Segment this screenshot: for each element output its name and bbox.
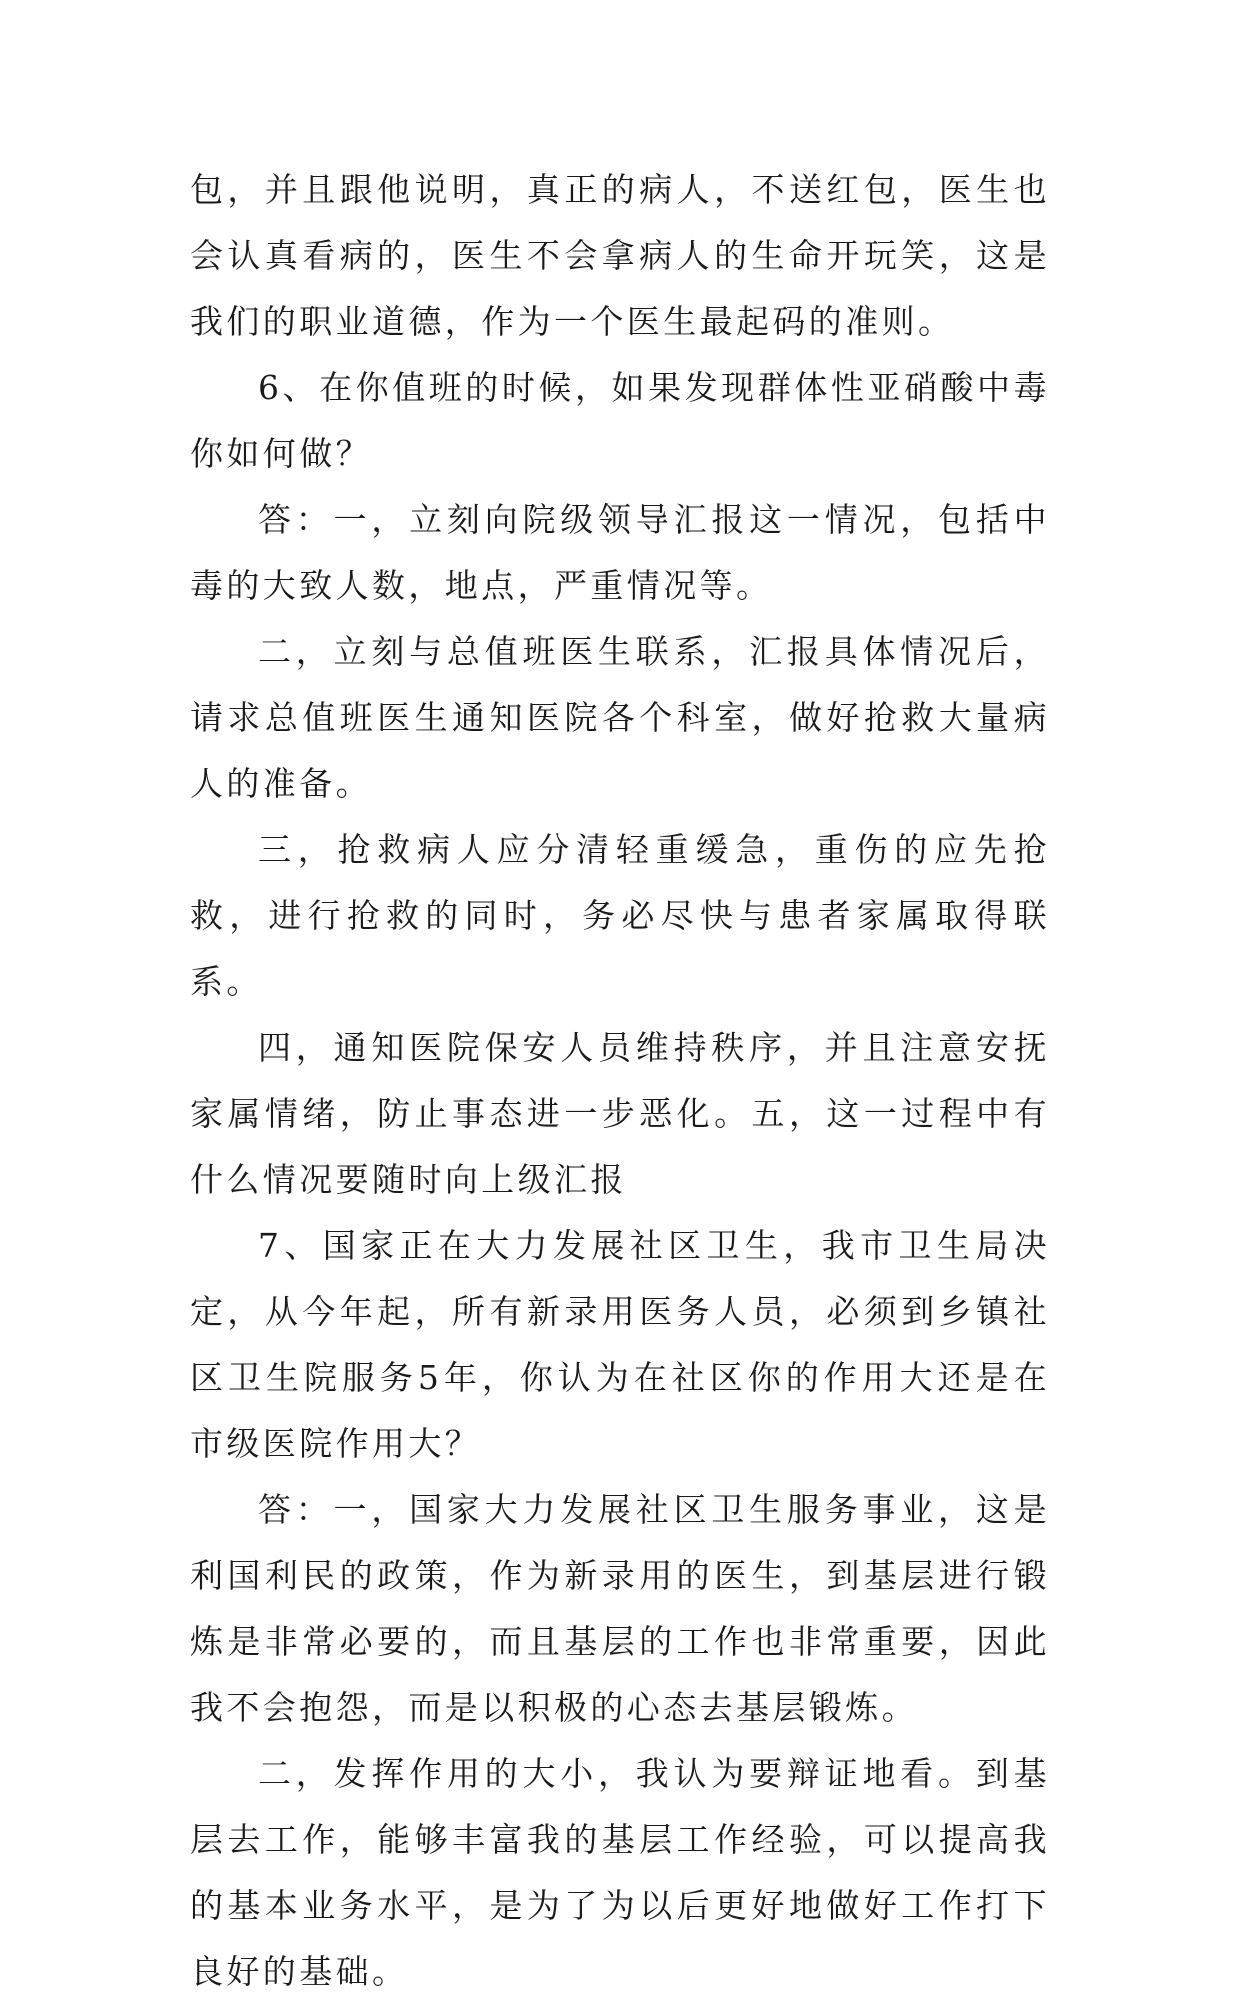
question-7: 7、国家正在大力发展社区卫生，我市卫生局决定，从今年起，所有新录用医务人员，必须到乡镇社区卫生院服务5年，你认为在社区你的作用大还是在市级医院作用大？ (190, 1226, 1050, 1463)
answer-7-point-2: 二，发挥作用的大小，我认为要辩证地看。到基层去工作，能够丰富我的基层工作经验，可以提高我的基本业务水平，是为了为以后更好地做好工作打下良好的基础。 (190, 1754, 1050, 1991)
answer-6-point-1: 答：一，立刻向院级领导汇报这一情况，包括中毒的大致人数，地点，严重情况等。 (190, 500, 1050, 605)
answer-6-point-3: 三，抢救病人应分清轻重缓急，重伤的应先抢救，进行抢救的同时，务必尽快与患者家属取得联系。 (190, 830, 1050, 1001)
question-6: 6、在你值班的时候，如果发现群体性亚硝酸中毒你如何做？ (190, 368, 1050, 473)
paragraph-continuation: 包，并且跟他说明，真正的病人，不送红包，医生也会认真看病的，医生不会拿病人的生命开玩笑，这是我们的职业道德，作为一个医生最起码的准则。 (190, 170, 1050, 341)
document-body (190, 157, 1050, 2005)
answer-6-point-4: 四，通知医院保安人员维持秩序，并且注意安抚家属情绪，防止事态进一步恶化。五，这一过程中有什么情况要随时向上级汇报 (190, 1028, 1050, 1199)
answer-7-point-1: 答：一，国家大力发展社区卫生服务事业，这是利国利民的政策，作为新录用的医生，到基层进行锻炼是非常必要的，而且基层的工作也非常重要，因此我不会抱怨，而是以积极的心态去基层锻炼。 (190, 1490, 1050, 1727)
answer-6-point-2: 二，立刻与总值班医生联系，汇报具体情况后，请求总值班医生通知医院各个科室，做好抢救大量病人的准备。 (190, 632, 1050, 803)
